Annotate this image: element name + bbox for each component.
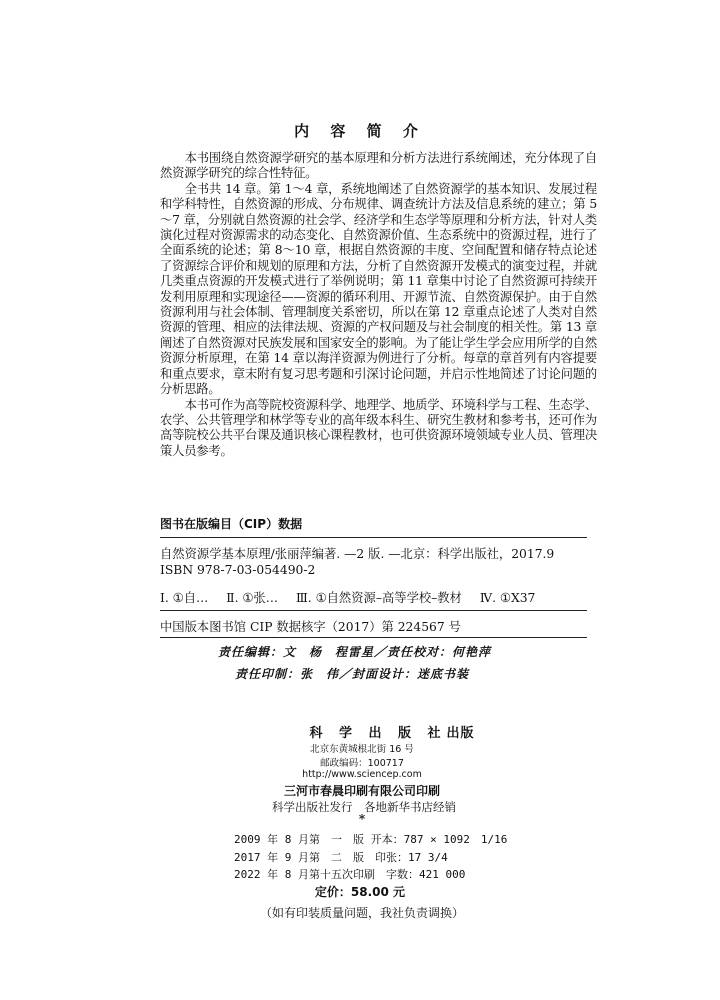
publisher-zipcode: 邮政编码：100717 <box>320 758 404 769</box>
cip-isbn: ISBN 978-7-03-054490-2 <box>160 563 316 577</box>
cip-class-item: Ⅲ. ①自然资源–高等学校–教材 <box>295 591 462 605</box>
publisher-address: 北京东黄城根北街 16 号 <box>310 744 414 755</box>
production-credits: 责任印制：张 伟／封面设计：迷底书装 <box>235 667 470 681</box>
separator-star: * <box>358 812 366 826</box>
cip-class-item: Ⅳ. ①X37 <box>479 591 536 605</box>
divider <box>160 610 587 611</box>
publisher-line <box>32 722 720 741</box>
price: 定价：58.00 元 <box>314 885 406 899</box>
editor-credits: 责任编辑：文 杨 程雷星／责任校对：何艳萍 <box>218 645 492 659</box>
abstract-paragraph: 本书可作为高等院校资源科学、地理学、地质学、环境科学与工程、生态学、农学、公共管理学和林学等专业的高年级本科生、研究生教材和参考书，还可作为高等院校公共平台课及通识核心课程教材，也可供资源环境领域专业人员、管理决策人员参考。 <box>160 397 597 458</box>
abstract-paragraph: 全书共 14 章。第 1～4 章，系统地阐述了自然资源学的基本知识、发展过程和学科特性，自然资源的形成、分布规律、调查统计方法及信息系统的建立；第 5～7 章，分别就自然资源的社会学、经济学和生态学等原理和分析方法，针对人类演化过程对资源需求的动态变化、自然资源价值、生态系统中的资源过程，进行了全面系统的论述；第 8～10 章，根据自然资源的丰度、空间配置和储存特点论述了资源综合评价和规划的原理和方法，分析了自然资源开发模式的演变过程，并就几类重点资源的开发模式进行了举例说明；第 11 章集中讨论了自然资源可持续开发利用原理和实现途径——资源的循环利用、开源节流、自然资源保护。由于自然资源利用与社会体制、管理制度关系密切，所以在第 12 章重点论述了人类对自然资源的管理、相应的法律法规、资源的产权问题及与社会制度的相关性。第 13 章阐述了自然资源对民族发展和国家安全的影响。为了能让学生学会应用所学的自然资源分析原理，在第 14 章以海洋资源为例进行了分析。每章的章首列有内容提要和重点要求，章末附有复习思考题和引深讨论问题，并启示性地简述了讨论问题的分析思路。 <box>160 181 597 397</box>
printer-name: 三河市春晨印刷有限公司 <box>283 784 416 798</box>
publisher-suffix: 出版 <box>446 726 475 741</box>
abstract-paragraph: 本书围绕自然资源学研究的基本原理和分析方法进行系统阐述，充分体现了自然资源学研究的综合性特征。 <box>160 151 597 181</box>
edition-line: 2022 年 8 月第十五次印刷 字数：421 000 <box>234 868 466 881</box>
edition-line: 2017 年 9 月第 二 版 印张：17 3/4 <box>234 851 448 864</box>
publisher-url: http://www.sciencep.com <box>302 769 422 780</box>
edition-line: 2009 年 8 月第 一 版 开本：787 × 1092 1/16 <box>234 833 508 846</box>
divider <box>160 537 587 538</box>
cip-heading: 图书在版编目（CIP）数据 <box>160 517 303 531</box>
cip-class-item: Ⅰ. ①自… <box>160 591 209 605</box>
publisher-logo-text: 科 学 出 版 社 <box>309 726 447 741</box>
printer-suffix: 印刷 <box>416 784 441 798</box>
page-title: 内 容 简 介 <box>294 122 426 140</box>
cip-bibliographic-line: 自然资源学基本原理/张丽萍编著. —2 版. —北京：科学出版社，2017.9 <box>160 547 555 561</box>
divider <box>160 637 587 638</box>
cip-verification: 中国版本图书馆 CIP 数据核字（2017）第 224567 号 <box>160 620 461 634</box>
cip-class-item: Ⅱ. ①张… <box>226 591 279 605</box>
cip-classification <box>160 588 549 606</box>
distribution-line: 科学出版社发行 各地新华书店经销 <box>272 800 456 814</box>
abstract <box>160 151 597 459</box>
quality-notice: （如有印装质量问题，我社负责调换） <box>259 906 464 920</box>
printer-line <box>2 782 720 799</box>
